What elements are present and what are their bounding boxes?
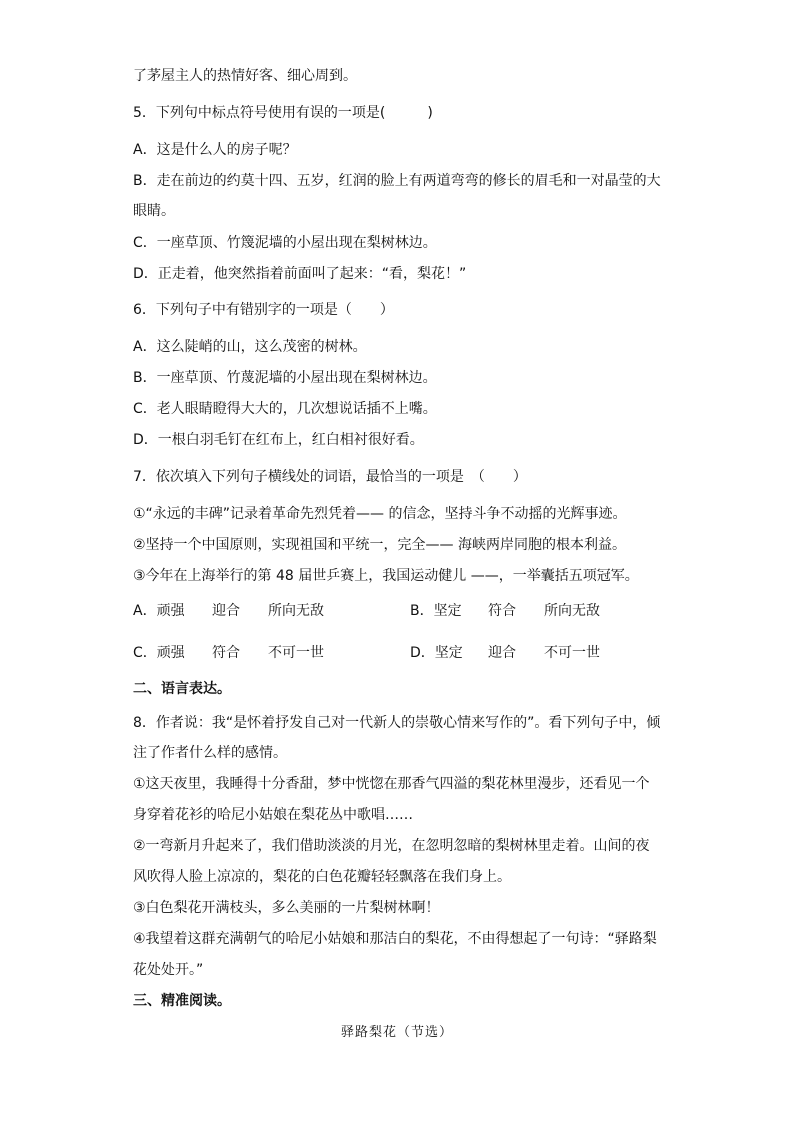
q7-option-c-word2: 符合 (212, 645, 240, 661)
q8-sentence-1: ①这天夜里，我睡得十分香甜，梦中恍惚在那香气四溢的梨花林里漫步，还看见一个 (133, 776, 650, 792)
q8-sentence-2: ②一弯新月升起来了，我们借助淡淡的月光，在忽明忽暗的梨树林里走着。山间的夜 (133, 838, 650, 854)
q7-sentence-2: ②坚持一个中国原则，实现祖国和平统一，完全—— 海峡两岸同胞的根本利益。 (133, 537, 626, 553)
q7-option-a-word2: 迎合 (212, 603, 240, 619)
q5-option-b: B．走在前边的约莫十四、五岁，红润的脸上有两道弯弯的修长的眉毛和一对晶莹的大 (133, 173, 661, 189)
q8-stem: 8．作者说：我“是怀着抒发自己对一代新人的崇敬心情来写作的”。看下列句子中，倾 (133, 715, 661, 731)
passage-title: 驿路梨花（节选） (340, 1025, 453, 1040)
q7-option-d-word1: D．坚定 (410, 645, 463, 661)
q7-option-a-word1: A．顽强 (133, 603, 185, 619)
q7-sentence-1: ①“永远的丰碑”记录着革命先烈凭着—— 的信念，坚持斗争不动摇的光辉事迹。 (133, 506, 627, 522)
q6-option-b: B．一座草顶、竹蔑泥墙的小屋出现在梨树林边。 (133, 370, 437, 386)
q8-sentence-4-cont: 花处处开。” (133, 962, 204, 978)
q5-option-c: C．一座草顶、竹篾泥墙的小屋出现在梨树林边。 (133, 235, 437, 251)
q7-option-d-word2: 迎合 (488, 645, 516, 661)
q6-option-c: C．老人眼睛瞪得大大的，几次想说话插不上嘴。 (133, 401, 437, 417)
q5-stem: 5．下列句中标点符号使用有误的一项是( ) (133, 105, 433, 121)
q8-sentence-4: ④我望着这群充满朝气的哈尼小姑娘和那洁白的梨花，不由得想起了一句诗：“驿路梨 (133, 931, 657, 947)
q7-option-a-word3: 所向无敌 (268, 603, 324, 619)
q7-option-d-word3: 不可一世 (544, 645, 600, 661)
q6-option-d: D．一根白羽毛钉在红布上，红白相衬很好看。 (133, 432, 424, 448)
q8-sentence-3: ③白色梨花开满枝头，多么美丽的一片梨树林啊！ (133, 900, 440, 916)
q7-option-c-word3: 不可一世 (268, 645, 324, 661)
q7-stem: 7．依次填入下列句子横线处的词语，最恰当的一项是 （ ） (133, 469, 527, 485)
q7-option-c-word1: C．顽强 (133, 645, 185, 661)
q5-option-b-cont: 眼睛。 (133, 203, 175, 219)
q7-option-b-word2: 符合 (488, 603, 516, 619)
q7-option-b-word3: 所向无敌 (544, 603, 600, 619)
q5-option-d: D．正走着，他突然指着前面叫了起来：“看，梨花！” (133, 266, 467, 282)
intro-line: 了茅屋主人的热情好客、细心周到。 (133, 68, 357, 84)
q5-option-a: A．这是什么人的房子呢？ (133, 142, 297, 158)
q8-sentence-1-cont: 身穿着花衫的哈尼小姑娘在梨花丛中歌唱…… (133, 807, 413, 823)
q7-option-b-word1: B．坚定 (410, 603, 462, 619)
q8-stem-cont: 注了作者什么样的感情。 (133, 745, 287, 761)
q6-stem: 6．下列句子中有错别字的一项是（ ） (133, 302, 394, 318)
section-3-heading: 三、精准阅读。 (133, 993, 231, 1009)
q7-sentence-3: ③今年在上海举行的第 48 届世乒赛上，我国运动健儿 ——，一举囊括五项冠军。 (133, 568, 639, 584)
section-2-heading: 二、语言表达。 (133, 681, 231, 697)
q8-sentence-2-cont: 风吹得人脸上凉凉的，梨花的白色花瓣轻轻飘落在我们身上。 (133, 869, 511, 885)
q6-option-a: A．这么陡峭的山，这么茂密的树林。 (133, 339, 367, 355)
